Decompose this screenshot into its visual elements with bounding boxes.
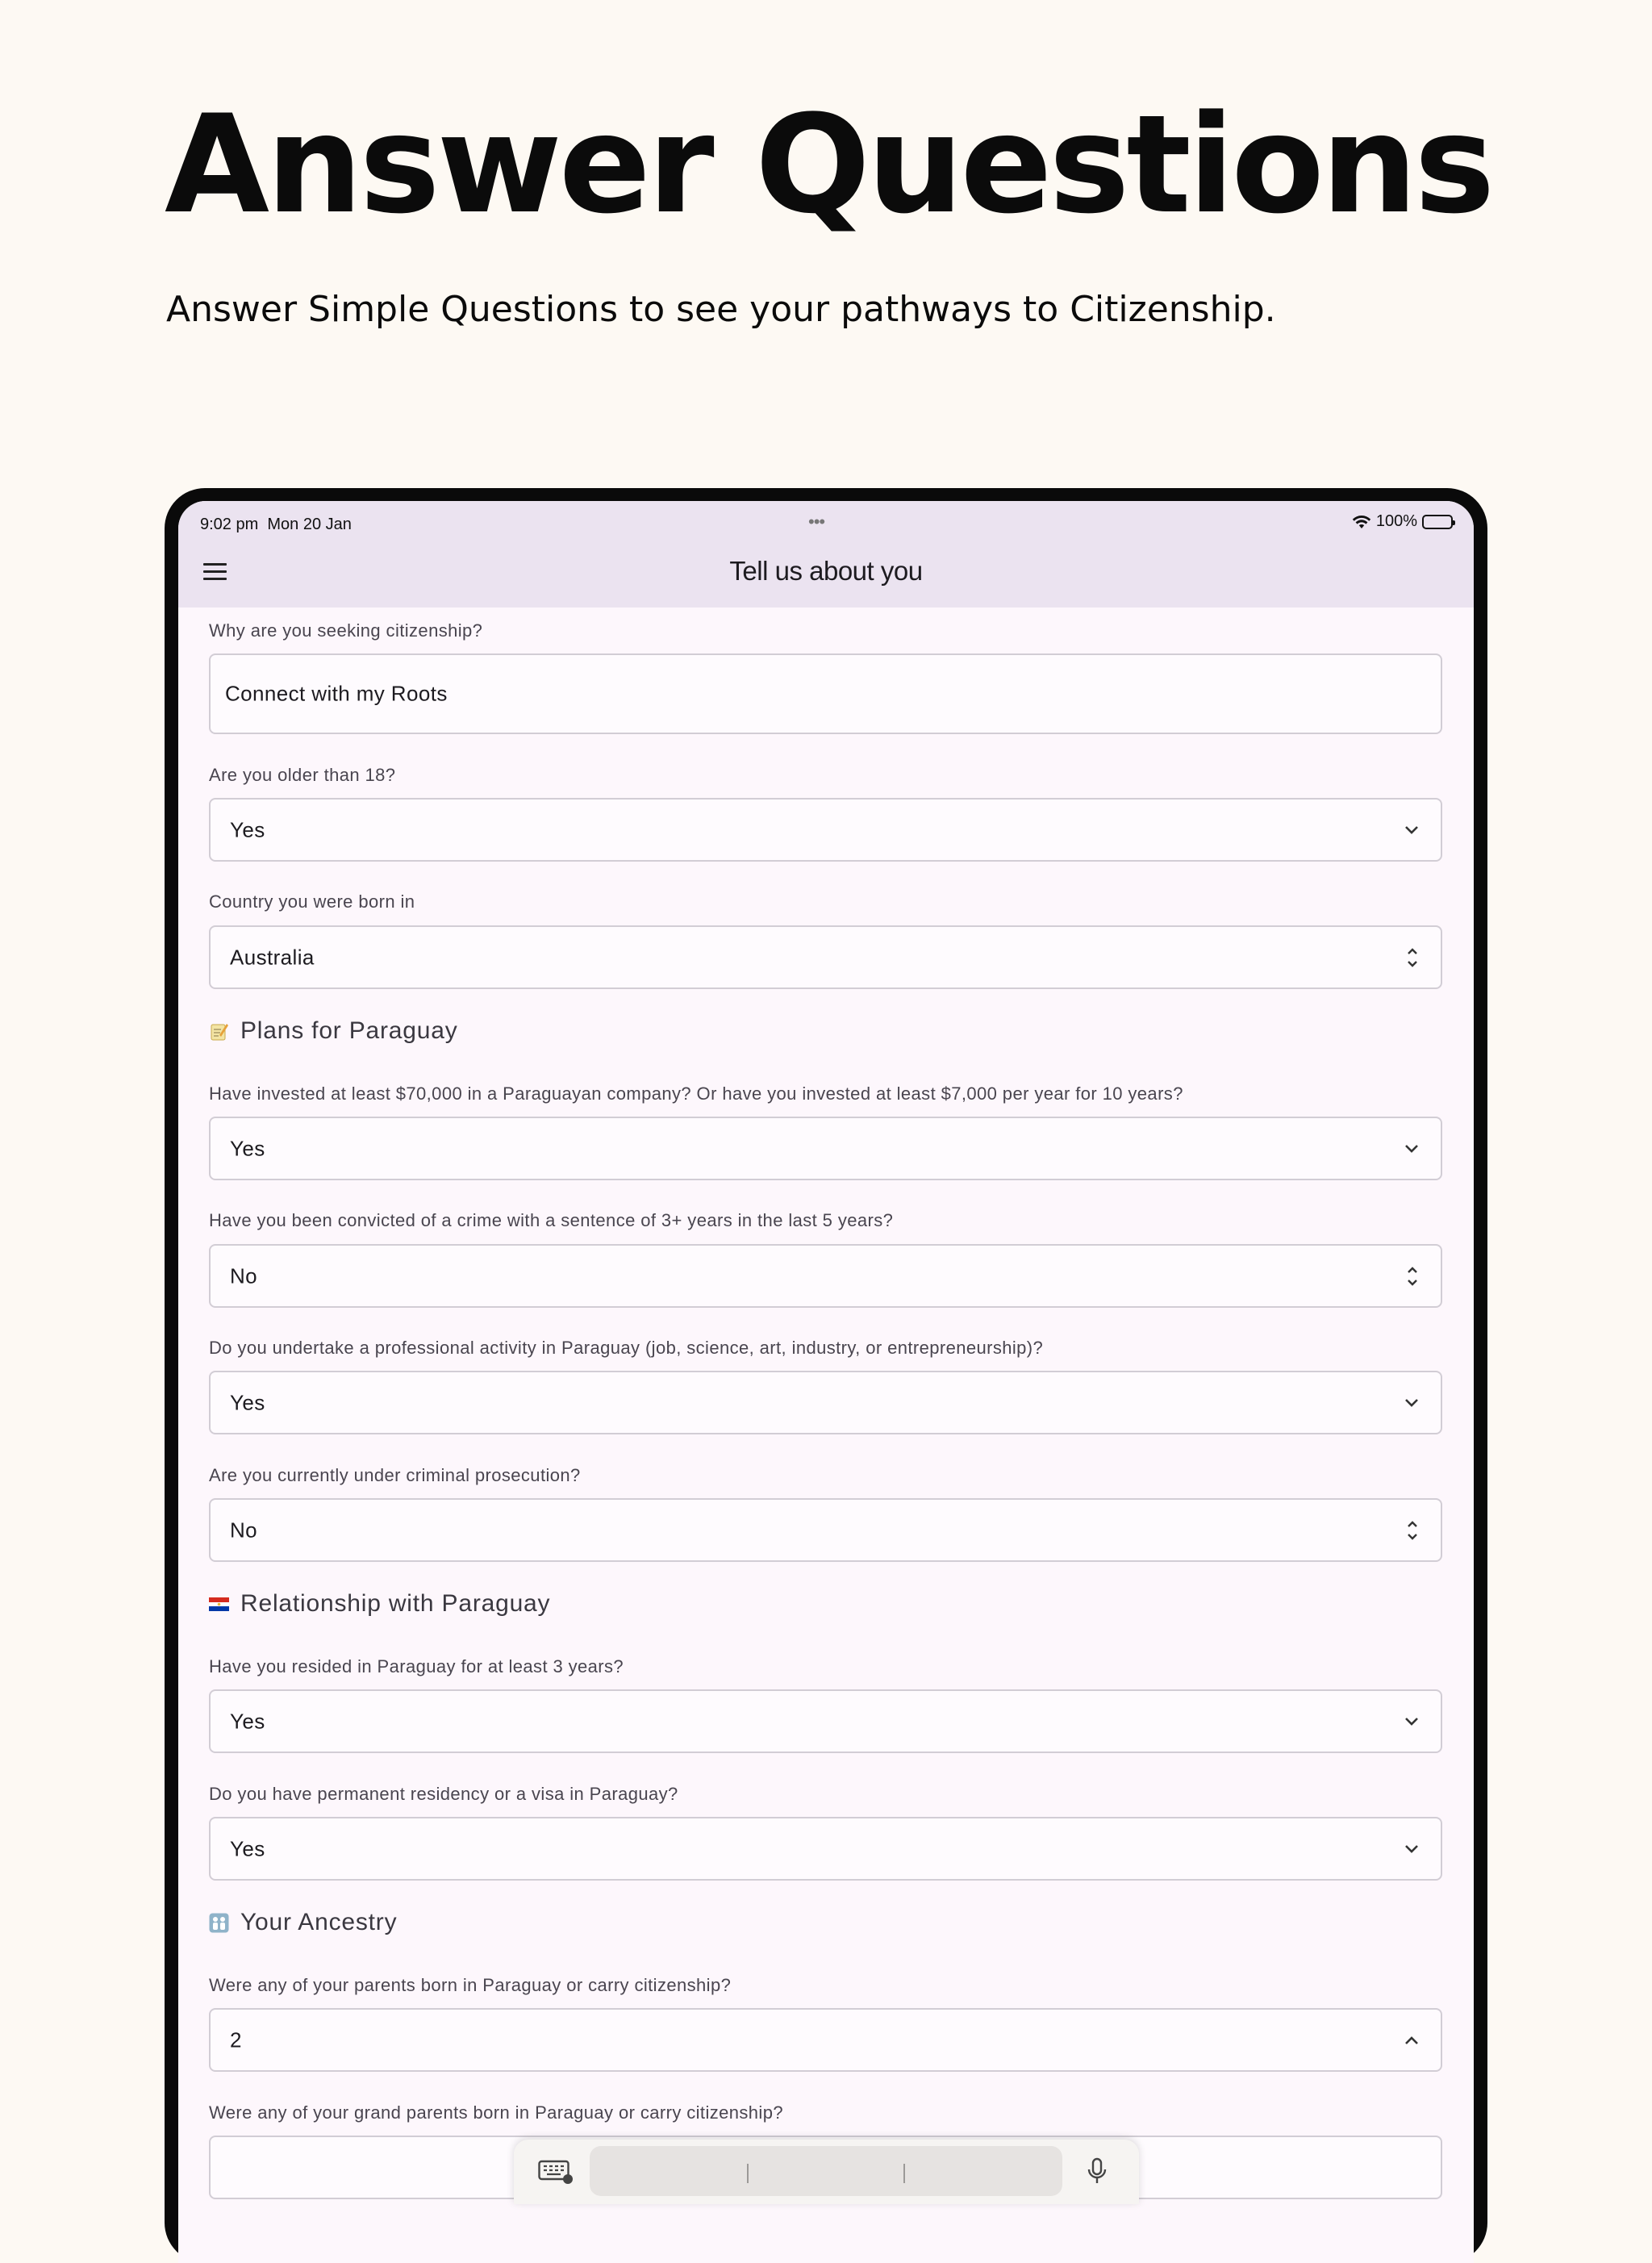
prosecution-select[interactable]: [209, 1498, 1442, 1562]
convicted-value: No: [230, 1263, 258, 1288]
residency-dropdown[interactable]: [209, 1817, 1442, 1881]
battery-icon: [1422, 515, 1453, 529]
parents-value: 2: [230, 2027, 242, 2052]
status-time: [200, 516, 352, 534]
residency-value: Yes: [230, 1836, 265, 1860]
older-value: Yes: [230, 817, 265, 841]
questionnaire-form: [178, 608, 1474, 2263]
convicted-label: Have you been convicted of a crime with a sentence of 3+ years in the last 5 years?: [209, 1210, 894, 1230]
reason-input[interactable]: [209, 653, 1442, 734]
born-label: Country you were born in: [209, 891, 415, 912]
chevron-down-icon: [1404, 825, 1420, 835]
tablet-frame: [165, 488, 1487, 2263]
older-dropdown[interactable]: [209, 798, 1442, 862]
status-date: Mon 20 Jan: [267, 516, 352, 533]
section-relationship-header: [209, 1590, 550, 1618]
grandparents-label: Were any of your grand parents born in Paraguay or carry citizenship?: [209, 2102, 783, 2123]
prosecution-label: Are you currently under criminal prosecution?: [209, 1465, 581, 1485]
section-relationship-title: Relationship with Paraguay: [240, 1590, 551, 1617]
section-plans-title: Plans for Paraguay: [240, 1017, 458, 1044]
hero-title: Answer Questions: [165, 86, 1492, 244]
up-down-chevrons-icon: [1405, 1519, 1420, 1542]
up-down-chevrons-icon: [1405, 946, 1420, 969]
paraguay-flag-icon: [209, 1594, 229, 1614]
keyboard-shortcut-bar: [514, 2140, 1139, 2204]
parents-dropdown[interactable]: [209, 2008, 1442, 2072]
invested-dropdown[interactable]: [209, 1117, 1442, 1180]
chevron-down-icon: [1404, 1844, 1420, 1854]
reason-value: Connect with my Roots: [225, 681, 448, 706]
family-icon: [209, 1913, 229, 1933]
battery-percentage: 100%: [1375, 512, 1417, 530]
microphone-icon[interactable]: [1087, 2157, 1108, 2186]
resided-label: Have you resided in Paraguay for at least 3 years?: [209, 1656, 624, 1676]
section-ancestry-header: [209, 1909, 397, 1936]
hero-subtitle: Answer Simple Questions to see your pathways to Citizenship.: [166, 289, 1276, 330]
professional-label: Do you undertake a professional activity in Paraguay (job, science, art, industry, or entrepreneurship)?: [209, 1338, 1044, 1358]
resided-value: Yes: [230, 1709, 265, 1733]
section-ancestry-title: Your Ancestry: [240, 1909, 398, 1935]
chevron-down-icon: [1404, 1717, 1420, 1726]
residency-label: Do you have permanent residency or a visa in Paraguay?: [209, 1784, 678, 1804]
chevron-down-icon: [1404, 1398, 1420, 1408]
app-bar: [178, 501, 1474, 608]
page-title: Tell us about you: [729, 556, 923, 586]
convicted-select[interactable]: [209, 1244, 1442, 1308]
keyboard-icon[interactable]: [538, 2157, 574, 2185]
tablet-screen: [178, 501, 1474, 2263]
chevron-up-icon: [1404, 2035, 1420, 2045]
invested-label: Have invested at least $70,000 in a Paraguayan company? Or have you invested at least $7,000 per year for 10 years?: [209, 1083, 1183, 1104]
wifi-icon: [1352, 515, 1371, 529]
parents-label: Were any of your parents born in Paraguay or carry citizenship?: [209, 1975, 732, 1995]
resided-dropdown[interactable]: [209, 1689, 1442, 1753]
invested-value: Yes: [230, 1136, 265, 1160]
keyboard-predictive-area[interactable]: [590, 2146, 1062, 2196]
older-label: Are you older than 18?: [209, 765, 396, 785]
section-plans-header: [209, 1017, 458, 1045]
chevron-down-icon: [1404, 1144, 1420, 1154]
prosecution-value: No: [230, 1518, 258, 1542]
born-value: Australia: [230, 945, 315, 969]
born-country-select[interactable]: [209, 925, 1442, 989]
status-indicators: [1352, 512, 1453, 531]
multitasking-dots-icon[interactable]: •••: [808, 511, 825, 532]
memo-icon: [209, 1021, 229, 1042]
status-clock: 9:02 pm: [200, 516, 259, 533]
professional-value: Yes: [230, 1390, 265, 1414]
reason-label: Why are you seeking citizenship?: [209, 620, 483, 641]
up-down-chevrons-icon: [1405, 1265, 1420, 1288]
professional-dropdown[interactable]: [209, 1371, 1442, 1434]
